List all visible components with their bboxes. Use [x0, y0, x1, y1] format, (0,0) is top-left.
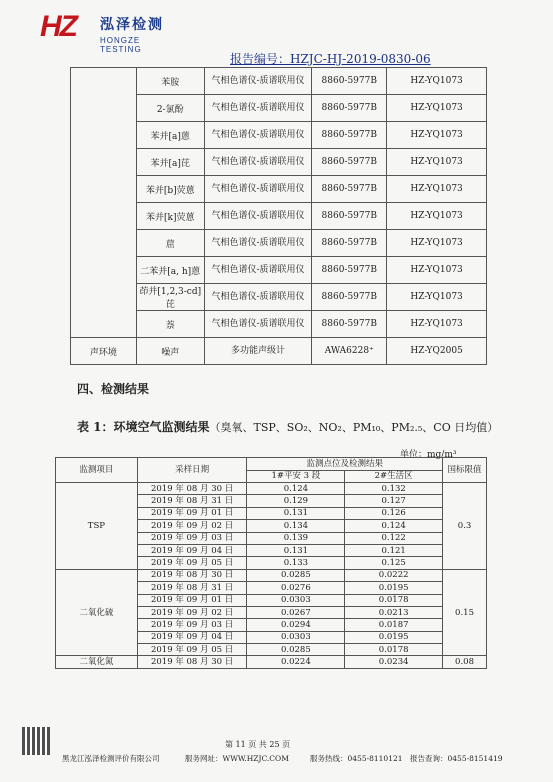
- sampling-date-cell: 2019 年 09 月 01 日: [137, 594, 247, 606]
- table-row: [71, 338, 487, 365]
- header-date: 采样日期: [137, 458, 247, 483]
- table-row: [56, 569, 487, 581]
- point2-value-cell: 0.132: [345, 483, 443, 495]
- logo-chinese-name: 泓泽检测: [100, 17, 164, 33]
- table-row: [56, 483, 487, 495]
- instrument-cell: 气相色谱仪-质谱联用仪: [204, 311, 312, 338]
- instrument-cell: 气相色谱仪-质谱联用仪: [204, 68, 312, 95]
- point1-value-cell: 0.0294: [247, 619, 345, 631]
- instrument-cell: 气相色谱仪-质谱联用仪: [204, 284, 312, 311]
- table-row: [56, 656, 487, 668]
- point2-value-cell: 0.0195: [345, 631, 443, 643]
- point1-value-cell: 0.0276: [247, 582, 345, 594]
- sampling-date-cell: 2019 年 09 月 04 日: [137, 544, 247, 556]
- point1-value-cell: 0.0285: [247, 569, 345, 581]
- sampling-date-cell: 2019 年 09 月 03 日: [137, 619, 247, 631]
- model-cell: 8860-5977B: [312, 311, 387, 338]
- footer-company: 黑龙江泓泽检测评价有限公司: [62, 754, 160, 763]
- sampling-date-cell: 2019 年 09 月 03 日: [137, 532, 247, 544]
- instrument-cell: 气相色谱仪-质谱联用仪: [204, 257, 312, 284]
- instrument-cell: 气相色谱仪-质谱联用仪: [204, 95, 312, 122]
- point1-value-cell: 0.139: [247, 532, 345, 544]
- code-cell: HZ-YQ1073: [387, 230, 487, 257]
- point1-value-cell: 0.129: [247, 495, 345, 507]
- point2-value-cell: 0.122: [345, 532, 443, 544]
- qr-code-icon: [22, 727, 50, 755]
- header-point2: 2#生活区: [345, 470, 443, 483]
- table-title-note: （臭氧、TSP、SO₂、NO₂、PM₁₀、PM₂.₅、CO 日均值）: [209, 421, 499, 434]
- sampling-date-cell: 2019 年 08 月 31 日: [137, 495, 247, 507]
- logo-mark: HZ: [40, 10, 76, 43]
- point1-value-cell: 0.0303: [247, 631, 345, 643]
- code-cell: HZ-YQ1073: [387, 176, 487, 203]
- point2-value-cell: 0.0213: [345, 606, 443, 618]
- footer-website: 服务网址：WWW.HZJC.COM: [185, 754, 289, 763]
- item-cell: 茚并[1,2,3-cd]芘: [136, 284, 204, 311]
- instrument-cell: 气相色谱仪-质谱联用仪: [204, 149, 312, 176]
- sampling-date-cell: 2019 年 08 月 31 日: [137, 582, 247, 594]
- header-limit: 国标限值: [443, 458, 487, 483]
- item-cell: 萘: [136, 311, 204, 338]
- sampling-date-cell: 2019 年 09 月 05 日: [137, 557, 247, 569]
- category-cell: 声环境: [71, 338, 137, 365]
- model-cell: 8860-5977B: [312, 230, 387, 257]
- limit-cell: 0.15: [443, 569, 487, 656]
- item-cell: 苯并[a]蒽: [136, 122, 204, 149]
- instrument-cell: 气相色谱仪-质谱联用仪: [204, 230, 312, 257]
- sampling-date-cell: 2019 年 09 月 02 日: [137, 606, 247, 618]
- header-points: 监测点位及检测结果: [247, 458, 443, 471]
- point1-value-cell: 0.0267: [247, 606, 345, 618]
- sampling-date-cell: 2019 年 08 月 30 日: [137, 656, 247, 668]
- footer-service: 服务热线：0455-8110121: [310, 754, 403, 763]
- point1-value-cell: 0.124: [247, 483, 345, 495]
- code-cell: HZ-YQ1073: [387, 203, 487, 230]
- instrument-table: [70, 67, 487, 365]
- model-cell: 8860-5977B: [312, 176, 387, 203]
- model-cell: 8860-5977B: [312, 95, 387, 122]
- item-cell: 苯并[a]芘: [136, 149, 204, 176]
- point1-value-cell: 0.0224: [247, 656, 345, 668]
- sampling-date-cell: 2019 年 09 月 04 日: [137, 631, 247, 643]
- page-number: 第 11 页 共 25 页: [225, 740, 291, 749]
- point2-value-cell: 0.126: [345, 507, 443, 519]
- instrument-cell: 气相色谱仪-质谱联用仪: [204, 122, 312, 149]
- air-monitoring-table: [55, 457, 487, 669]
- point2-value-cell: 0.0187: [345, 619, 443, 631]
- logo-english-name: HONGZE TESTING: [100, 36, 142, 54]
- sampling-date-cell: 2019 年 09 月 02 日: [137, 520, 247, 532]
- table-title-main: 表 1：环境空气监测结果: [77, 420, 210, 434]
- monitoring-item-cell: TSP: [56, 483, 138, 570]
- table-row: [71, 68, 487, 95]
- item-cell: 苯并[b]荧蒽: [136, 176, 204, 203]
- point2-value-cell: 0.0178: [345, 644, 443, 656]
- header-point1: 1#平安 3 段: [247, 470, 345, 483]
- point2-value-cell: 0.0222: [345, 569, 443, 581]
- model-cell: AWA6228⁺: [312, 338, 387, 365]
- model-cell: 8860-5977B: [312, 203, 387, 230]
- category-cell: [71, 68, 137, 338]
- monitoring-item-cell: 二氧化硫: [56, 569, 138, 656]
- code-cell: HZ-YQ1073: [387, 95, 487, 122]
- sampling-date-cell: 2019 年 08 月 30 日: [137, 483, 247, 495]
- point1-value-cell: 0.131: [247, 544, 345, 556]
- item-cell: 苯胺: [136, 68, 204, 95]
- sampling-date-cell: 2019 年 09 月 05 日: [137, 644, 247, 656]
- point2-value-cell: 0.0234: [345, 656, 443, 668]
- model-cell: 8860-5977B: [312, 257, 387, 284]
- item-cell: 噪声: [136, 338, 204, 365]
- point2-value-cell: 0.0195: [345, 582, 443, 594]
- point1-value-cell: 0.131: [247, 507, 345, 519]
- monitoring-item-cell: 二氧化氮: [56, 656, 138, 668]
- model-cell: 8860-5977B: [312, 284, 387, 311]
- code-cell: HZ-YQ1073: [387, 257, 487, 284]
- point1-value-cell: 0.133: [247, 557, 345, 569]
- report-number: 报告编号：HZJC-HJ-2019-0830-06: [230, 52, 431, 66]
- item-cell: 䓛: [136, 230, 204, 257]
- code-cell: HZ-YQ1073: [387, 68, 487, 95]
- instrument-cell: 气相色谱仪-质谱联用仪: [204, 176, 312, 203]
- instrument-cell: 气相色谱仪-质谱联用仪: [204, 203, 312, 230]
- section-title: 四、检测结果: [77, 382, 150, 396]
- header-item: 监测项目: [56, 458, 138, 483]
- item-cell: 苯并[k]荧蒽: [136, 203, 204, 230]
- point2-value-cell: 0.124: [345, 520, 443, 532]
- sampling-date-cell: 2019 年 08 月 30 日: [137, 569, 247, 581]
- sampling-date-cell: 2019 年 09 月 01 日: [137, 507, 247, 519]
- unit-label: 单位：mg/m³: [400, 450, 457, 460]
- point1-value-cell: 0.0285: [247, 644, 345, 656]
- point1-value-cell: 0.0303: [247, 594, 345, 606]
- model-cell: 8860-5977B: [312, 149, 387, 176]
- code-cell: HZ-YQ1073: [387, 122, 487, 149]
- limit-cell: 0.08: [443, 656, 487, 668]
- point1-value-cell: 0.134: [247, 520, 345, 532]
- point2-value-cell: 0.127: [345, 495, 443, 507]
- point2-value-cell: 0.125: [345, 557, 443, 569]
- instrument-cell: 多功能声级计: [204, 338, 312, 365]
- code-cell: HZ-YQ1073: [387, 284, 487, 311]
- point2-value-cell: 0.0178: [345, 594, 443, 606]
- item-cell: 2-氯酚: [136, 95, 204, 122]
- model-cell: 8860-5977B: [312, 68, 387, 95]
- item-cell: 二苯并[a, h]蒽: [136, 257, 204, 284]
- code-cell: HZ-YQ2005: [387, 338, 487, 365]
- code-cell: HZ-YQ1073: [387, 311, 487, 338]
- table-title: [77, 418, 498, 435]
- company-logo: [40, 10, 180, 54]
- limit-cell: 0.3: [443, 483, 487, 570]
- code-cell: HZ-YQ1073: [387, 149, 487, 176]
- model-cell: 8860-5977B: [312, 122, 387, 149]
- point2-value-cell: 0.121: [345, 544, 443, 556]
- footer-query: 报告查询：0455-8151419: [410, 754, 503, 763]
